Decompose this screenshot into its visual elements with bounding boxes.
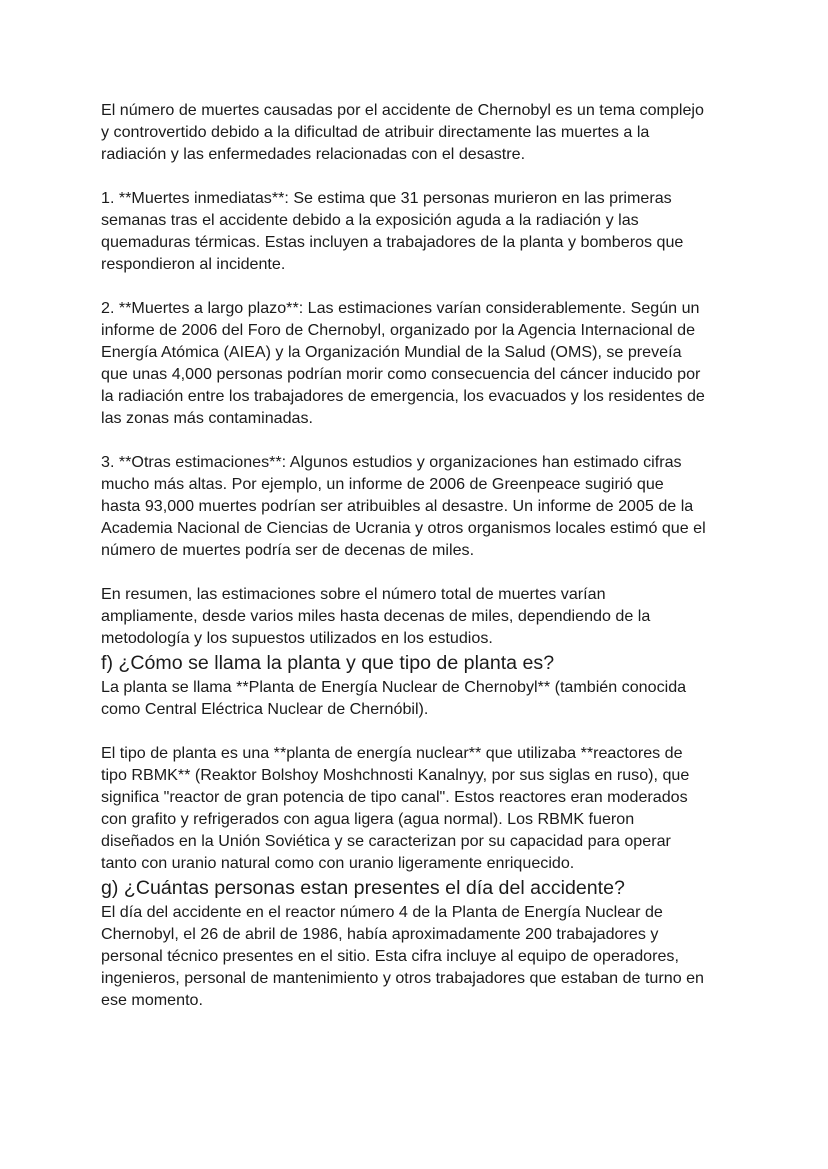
plant-name-paragraph: La planta se llama **Planta de Energía Nuclear de Chernobyl** (también conocida como Central Eléctrica Nuclear de Chernóbil). <box>101 678 687 718</box>
paragraph-spacer <box>101 720 733 742</box>
other-estimates-paragraph: 3. **Otras estimaciones**: Algunos estudios y organizaciones han estimado cifras mucho más altas. Por ejemplo, un informe de 2006 de Greenpeace sugirió que hasta 93,000 muertes podrían ser atribuibles al desastre. Un informe de 2005 de la Academia Nacional de Ciencias de Ucrania y otros organismos locales estimó que el número de muertes podría ser de decenas de miles. <box>101 453 706 559</box>
plant-type-paragraph: El tipo de planta es una **planta de energía nuclear** que utilizaba **reactores de tipo RBMK** (Reaktor Bolshoy Moshchnosti Kanalnyy, por sus siglas en ruso), que significa "reactor de gran potencia de tipo canal". Estos reactores eran moderados con grafito y refrigerados con agua ligera (agua normal). Los RBMK fueron diseñados en la Unión Soviética y se caracterizan por su capacidad para operar tanto con uranio natural como con uranio ligeramente enriquecido. <box>101 744 690 872</box>
long-term-deaths-paragraph: 2. **Muertes a largo plazo**: Las estimaciones varían considerablemente. Según un informe de 2006 del Foro de Chernobyl, organizado por la Agencia Internacional de Energía Atómica (AIEA) y la Organización Mundial de la Salud (OMS), se preveía que unas 4,000 personas podrían morir como consecuencia del cáncer inducido por la radiación entre los trabajadores de emergencia, los evacuados y los residentes de las zonas más contaminadas. <box>101 299 705 427</box>
section-heading-g: g) ¿Cuántas personas estan presentes el día del accidente? <box>101 877 625 899</box>
document-page <box>101 99 733 1011</box>
summary-paragraph: En resumen, las estimaciones sobre el número total de muertes varían ampliamente, desde varios miles hasta decenas de miles, dependiendo de la metodología y los supuestos utilizados en los estudios. <box>101 585 651 647</box>
paragraph-spacer <box>101 561 733 583</box>
intro-paragraph: El número de muertes causadas por el accidente de Chernobyl es un tema complejo y controvertido debido a la dificultad de atribuir directamente las muertes a la radiación y las enfermedades relacionadas con el desastre. <box>101 101 704 163</box>
paragraph-spacer <box>101 429 733 451</box>
people-present-paragraph: El día del accidente en el reactor número 4 de la Planta de Energía Nuclear de Chernobyl, el 26 de abril de 1986, había aproximadamente 200 trabajadores y personal técnico presentes en el sitio. Esta cifra incluye al equipo de operadores, ingenieros, personal de mantenimiento y otros trabajadores que estaban de turno en ese momento. <box>101 903 705 1009</box>
section-heading-f: f) ¿Cómo se llama la planta y que tipo de planta es? <box>101 652 555 674</box>
paragraph-spacer <box>101 275 733 297</box>
paragraph-spacer <box>101 165 733 187</box>
immediate-deaths-paragraph: 1. **Muertes inmediatas**: Se estima que 31 personas murieron en las primeras semanas tras el accidente debido a la exposición aguda a la radiación y las quemaduras térmicas. Estas incluyen a trabajadores de la planta y bomberos que respondieron al incidente. <box>101 189 684 273</box>
